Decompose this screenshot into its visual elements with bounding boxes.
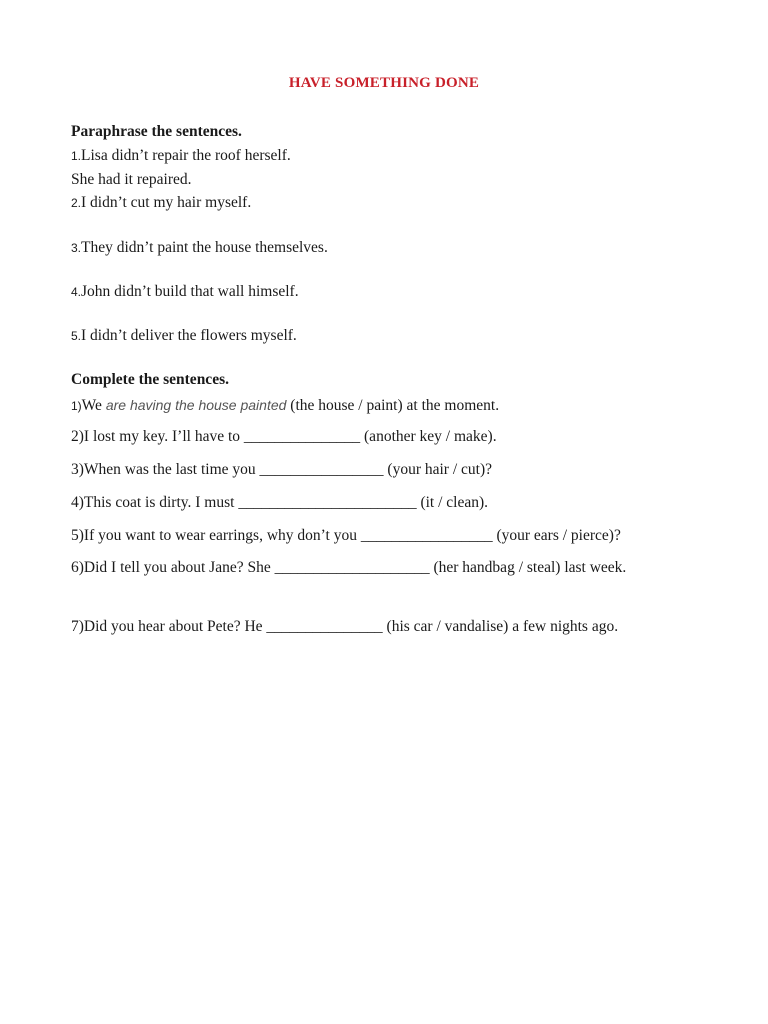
paraphrase-item-3 bbox=[71, 238, 328, 258]
worksheet-title: HAVE SOMETHING DONE bbox=[288, 75, 480, 91]
paraphrase-item-text: They didn’t paint the house themselves. bbox=[81, 239, 328, 256]
paraphrase-item-text: I didn’t cut my hair myself. bbox=[81, 194, 252, 211]
complete-example-after: (the house / paint) at the moment. bbox=[286, 397, 500, 414]
complete-example-number: 1) bbox=[71, 399, 82, 413]
paraphrase-heading: Paraphrase the sentences. bbox=[71, 123, 242, 140]
paraphrase-item-text: She had it repaired. bbox=[71, 171, 192, 188]
paraphrase-item-4 bbox=[71, 282, 299, 302]
complete-item-6: 6)Did I tell you about Jane? She ____________________ (her handbag / steal) last week. bbox=[71, 559, 627, 576]
paraphrase-item-1 bbox=[71, 146, 291, 166]
paraphrase-item-text: John didn’t build that wall himself. bbox=[81, 283, 299, 300]
complete-item-7: 7)Did you hear about Pete? He _______________ (his car / vandalise) a few nights ago. bbox=[71, 618, 619, 635]
paraphrase-item-number: 1. bbox=[71, 149, 82, 163]
complete-item-2: 2)I lost my key. I’ll have to _______________ (another key / make). bbox=[71, 428, 497, 445]
paraphrase-item-text: Lisa didn’t repair the roof herself. bbox=[81, 147, 291, 164]
paraphrase-item-number: 5. bbox=[71, 329, 82, 343]
paraphrase-item-number: 4. bbox=[71, 285, 82, 299]
complete-example-answer: are having the house painted bbox=[105, 397, 287, 413]
paraphrase-example-answer bbox=[71, 170, 192, 190]
paraphrase-item-number: 2. bbox=[71, 196, 82, 210]
paraphrase-item-number: 3. bbox=[71, 241, 82, 255]
complete-item-5: 5)If you want to wear earrings, why don’t you _________________ (your ears / pierce)? bbox=[71, 527, 621, 544]
complete-example bbox=[71, 395, 499, 416]
complete-item-4: 4)This coat is dirty. I must _______________________ (it / clean). bbox=[71, 494, 489, 511]
paraphrase-item-5 bbox=[71, 326, 297, 346]
paraphrase-item-2 bbox=[71, 193, 251, 213]
complete-item-3: 3)When was the last time you ________________ (your hair / cut)? bbox=[71, 461, 492, 478]
complete-example-before: We bbox=[81, 397, 106, 414]
paraphrase-item-text: I didn’t deliver the flowers myself. bbox=[81, 327, 297, 344]
complete-heading: Complete the sentences. bbox=[71, 371, 229, 388]
